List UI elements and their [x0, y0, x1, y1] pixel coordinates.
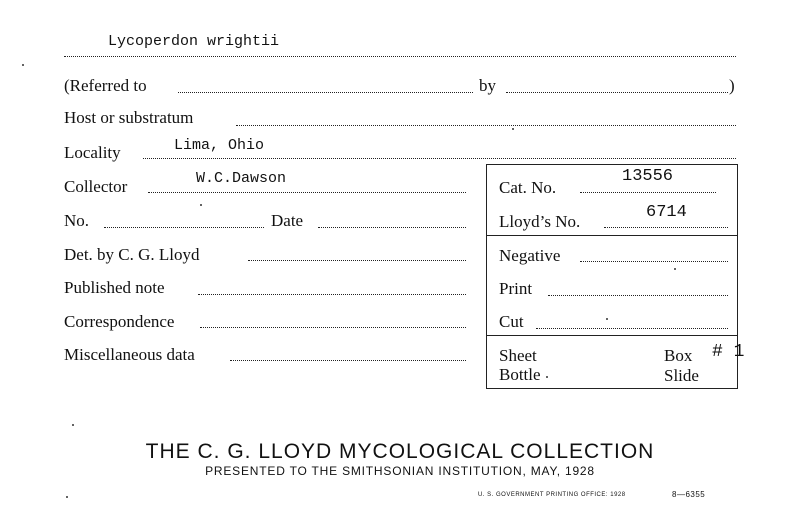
- lloyds-no-line: [604, 227, 728, 228]
- no-line: [104, 227, 264, 228]
- scan-speck: [606, 318, 608, 320]
- box-label: Box: [664, 346, 693, 365]
- cat-no-label: Cat. No.: [499, 178, 557, 197]
- specimen-name: Lycoperdon wrightii: [108, 33, 280, 50]
- specimen-name-line: [64, 56, 736, 57]
- scan-speck: [200, 204, 202, 206]
- slide-label: Slide: [664, 366, 699, 385]
- lloyds-no-value: 6714: [646, 203, 687, 222]
- bottle-label: Bottle: [499, 365, 541, 384]
- host-label: Host or substratum: [64, 108, 194, 127]
- correspondence-line: [200, 327, 466, 328]
- negative-line: [580, 261, 728, 262]
- lloyds-no-label: Lloyd’s No.: [499, 212, 581, 231]
- scan-speck: [66, 496, 68, 498]
- collector-label: Collector: [64, 177, 128, 196]
- date-line: [318, 227, 466, 228]
- panel-divider-top: [486, 235, 737, 236]
- published-note-line: [198, 294, 466, 295]
- date-label: Date: [271, 211, 304, 230]
- panel-divider-bottom: [486, 335, 737, 336]
- collection-title: THE C. G. LLOYD MYCOLOGICAL COLLECTION: [145, 440, 655, 463]
- scan-speck: [512, 128, 514, 130]
- scan-speck: [674, 268, 676, 270]
- sheet-label: Sheet: [499, 346, 537, 365]
- scan-speck: [72, 424, 74, 426]
- cut-label: Cut: [499, 312, 524, 331]
- printing-office-imprint: U. S. GOVERNMENT PRINTING OFFICE: 1928: [478, 492, 626, 498]
- det-by-line: [248, 260, 466, 261]
- referred-to-line: [178, 92, 473, 93]
- collector-line: [148, 192, 466, 193]
- scan-speck: [546, 376, 548, 378]
- negative-label: Negative: [499, 246, 561, 265]
- box-value: # 1: [712, 342, 745, 362]
- locality-line: [143, 158, 736, 159]
- det-by-label: Det. by C. G. Lloyd: [64, 245, 200, 264]
- form-number: 8—6355: [672, 490, 706, 499]
- host-line: [236, 125, 736, 126]
- cut-line: [536, 328, 728, 329]
- locality-label: Locality: [64, 143, 121, 162]
- print-line: [548, 295, 728, 296]
- published-note-label: Published note: [64, 278, 165, 297]
- collection-subtitle: PRESENTED TO THE SMITHSONIAN INSTITUTION, MAY, 1928: [205, 464, 595, 478]
- scan-speck: [22, 64, 24, 66]
- misc-data-label: Miscellaneous data: [64, 345, 195, 364]
- by-line: [506, 92, 728, 93]
- correspondence-label: Correspondence: [64, 312, 175, 331]
- close-paren: ): [729, 76, 735, 95]
- by-label: by: [479, 76, 496, 95]
- print-label: Print: [499, 279, 533, 298]
- locality-value: Lima, Ohio: [174, 137, 265, 154]
- cat-no-line: [580, 192, 716, 193]
- referred-to-label: (Referred to: [64, 76, 147, 95]
- cat-no-value: 13556: [622, 167, 674, 186]
- collector-value: W.C.Dawson: [196, 170, 287, 187]
- misc-data-line: [230, 360, 466, 361]
- no-label: No.: [64, 211, 90, 230]
